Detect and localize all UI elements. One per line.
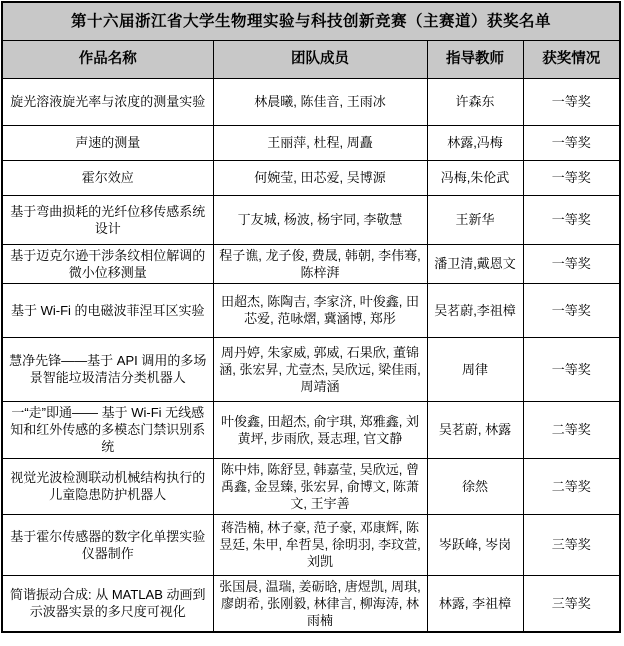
table-row <box>2 195 620 244</box>
column-header-members: 团队成员 <box>213 40 427 78</box>
teachers-cell: 周律 <box>427 337 523 401</box>
award-cell: 一等奖 <box>523 195 620 244</box>
column-header-teachers: 指导教师 <box>427 40 523 78</box>
team-members-cell: 陈中炜, 陈舒昱, 韩嘉莹, 吴欣远, 曾禹鑫, 金昱臻, 张宏昇, 俞博文, 陈萧文, 王宇善 <box>213 458 427 514</box>
table-row <box>2 401 620 458</box>
teachers-cell: 林露, 李祖樟 <box>427 575 523 632</box>
teachers-cell: 林露,冯梅 <box>427 125 523 160</box>
team-members-cell: 丁友城, 杨波, 杨宇同, 李敬慧 <box>213 195 427 244</box>
teachers-cell: 潘卫清,戴恩文 <box>427 244 523 283</box>
award-cell: 一等奖 <box>523 160 620 195</box>
award-cell: 三等奖 <box>523 575 620 632</box>
project-name-cell: 一“走”即通—— 基于 Wi-Fi 无线感知和红外传感的多模态门禁识别系统 <box>2 401 213 458</box>
teachers-cell: 吴茗蔚, 林露 <box>427 401 523 458</box>
team-members-cell: 蒋浩楠, 林子豪, 范子豪, 邓康辉, 陈昱廷, 朱甲, 牟哲昊, 徐明羽, 李玟萱, 刘凯 <box>213 514 427 575</box>
team-members-cell: 程子谯, 龙子俊, 费晟, 韩朝, 李伟骞, 陈梓湃 <box>213 244 427 283</box>
team-members-cell: 田超杰, 陈陶吉, 李家济, 叶俊鑫, 田芯爱, 范咏熠, 冀涵博, 郑彤 <box>213 283 427 337</box>
award-cell: 一等奖 <box>523 337 620 401</box>
table-row <box>2 337 620 401</box>
project-name-cell: 基于霍尔传感器的数字化单摆实验仪器制作 <box>2 514 213 575</box>
table-row <box>2 283 620 337</box>
teachers-cell: 岑跃峰, 岑岗 <box>427 514 523 575</box>
project-name-cell: 基于迈克尔逊干涉条纹相位解调的微小位移测量 <box>2 244 213 283</box>
award-cell: 一等奖 <box>523 283 620 337</box>
award-cell: 一等奖 <box>523 125 620 160</box>
award-cell: 三等奖 <box>523 514 620 575</box>
team-members-cell: 林晨曦, 陈佳音, 王雨冰 <box>213 78 427 125</box>
table-title: 第十六届浙江省大学生物理实验与科技创新竞赛（主赛道）获奖名单 <box>2 2 620 40</box>
teachers-cell: 吴茗蔚,李祖樟 <box>427 283 523 337</box>
team-members-cell: 王丽萍, 杜程, 周矗 <box>213 125 427 160</box>
teachers-cell: 许森东 <box>427 78 523 125</box>
award-cell: 一等奖 <box>523 244 620 283</box>
awards-table <box>1 1 621 633</box>
project-name-cell: 霍尔效应 <box>2 160 213 195</box>
table-row <box>2 125 620 160</box>
column-header-project: 作品名称 <box>2 40 213 78</box>
table-row <box>2 575 620 632</box>
teachers-cell: 冯梅,朱伦武 <box>427 160 523 195</box>
table-body <box>2 78 620 632</box>
table-row <box>2 78 620 125</box>
table-header-row <box>2 40 620 78</box>
table-row <box>2 244 620 283</box>
project-name-cell: 声速的测量 <box>2 125 213 160</box>
team-members-cell: 周丹婷, 朱家威, 郭威, 石果欣, 董锦涵, 张宏昇, 尤壹杰, 吴欣远, 梁佳雨, 周靖涵 <box>213 337 427 401</box>
award-cell: 一等奖 <box>523 78 620 125</box>
project-name-cell: 简谐振动合成: 从 MATLAB 动画到示波器实景的多尺度可视化 <box>2 575 213 632</box>
table-row <box>2 514 620 575</box>
team-members-cell: 张国晨, 温瑞, 姜砺晗, 唐煜凯, 周琪, 廖朗希, 张刚毅, 林律言, 柳海涛, 林雨楠 <box>213 575 427 632</box>
team-members-cell: 何婉莹, 田芯爱, 吴博源 <box>213 160 427 195</box>
project-name-cell: 旋光溶液旋光率与浓度的测量实验 <box>2 78 213 125</box>
award-cell: 二等奖 <box>523 401 620 458</box>
table-row <box>2 160 620 195</box>
team-members-cell: 叶俊鑫, 田超杰, 俞宇琪, 郑雅鑫, 刘黄坪, 步雨欣, 聂志理, 官文静 <box>213 401 427 458</box>
project-name-cell: 视觉光波检测联动机械结构执行的儿童隐患防护机器人 <box>2 458 213 514</box>
table-title-row <box>2 2 620 40</box>
table-row <box>2 458 620 514</box>
award-cell: 二等奖 <box>523 458 620 514</box>
teachers-cell: 徐然 <box>427 458 523 514</box>
column-header-award: 获奖情况 <box>523 40 620 78</box>
teachers-cell: 王新华 <box>427 195 523 244</box>
project-name-cell: 基于弯曲损耗的光纤位移传感系统设计 <box>2 195 213 244</box>
project-name-cell: 慧净先锋——基于 API 调用的多场景智能垃圾清洁分类机器人 <box>2 337 213 401</box>
project-name-cell: 基于 Wi-Fi 的电磁波菲涅耳区实验 <box>2 283 213 337</box>
